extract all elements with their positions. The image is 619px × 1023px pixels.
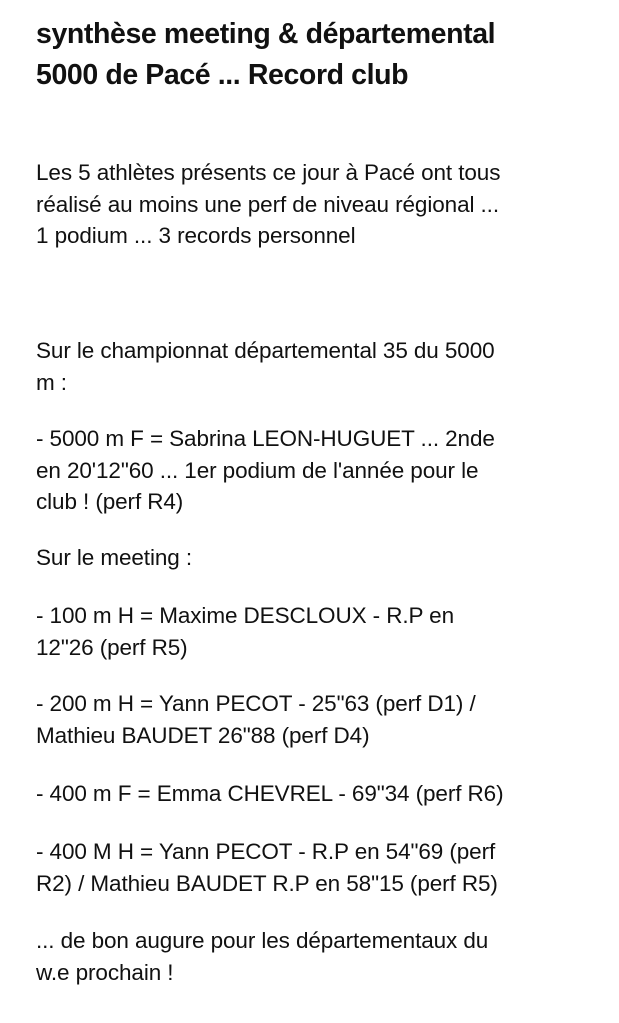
text-line: - 200 m H = Yann PECOT - 25"63 (perf D1) / (36, 691, 476, 716)
text-line: - 400 m F = Emma CHEVREL - 69"34 (perf R6) (36, 781, 504, 806)
text-line: - 100 m H = Maxime DESCLOUX - R.P en (36, 603, 454, 628)
title-line: synthèse meeting & départemental (36, 18, 496, 50)
text-line: Mathieu BAUDET 26"88 (perf D4) (36, 722, 370, 748)
text-line: réalisé au moins une perf de niveau régional ... (36, 191, 499, 217)
text-line: - 400 M H = Yann PECOT - R.P en 54"69 (perf (36, 839, 496, 864)
closing-paragraph (36, 925, 596, 988)
text-line: en 20'12"60 ... 1er podium de l'année pour le (36, 457, 479, 483)
text-line: club ! (perf R4) (36, 489, 184, 514)
title-line: 5000 de Pacé ... Record club (36, 59, 409, 91)
text-line: 1 podium ... 3 records personnel (36, 223, 356, 248)
text-line: Les 5 athlètes présents ce jour à Pacé ont tous (36, 160, 501, 185)
article-title (36, 14, 596, 96)
result-400m-hurdles (36, 836, 596, 899)
result-100m-hurdles (36, 600, 596, 663)
text-line: 12"26 (perf R5) (36, 634, 188, 660)
result-200m-hurdles (36, 688, 596, 751)
intro-paragraph (36, 157, 596, 252)
text-line: ... de bon augure pour les départementaux du (36, 928, 489, 953)
meeting-heading (36, 542, 596, 574)
text-line: Sur le championnat départemental 35 du 5000 (36, 338, 495, 363)
text-line: w.e prochain ! (36, 959, 174, 985)
text-line: m : (36, 369, 67, 395)
text-line: - 5000 m F = Sabrina LEON-HUGUET ... 2nde (36, 426, 495, 451)
championship-heading (36, 335, 596, 398)
text-line: Sur le meeting : (36, 545, 192, 570)
result-400m-women (36, 778, 596, 810)
text-line: R2) / Mathieu BAUDET R.P en 58"15 (perf R5) (36, 870, 498, 896)
result-5000m-women (36, 423, 596, 518)
